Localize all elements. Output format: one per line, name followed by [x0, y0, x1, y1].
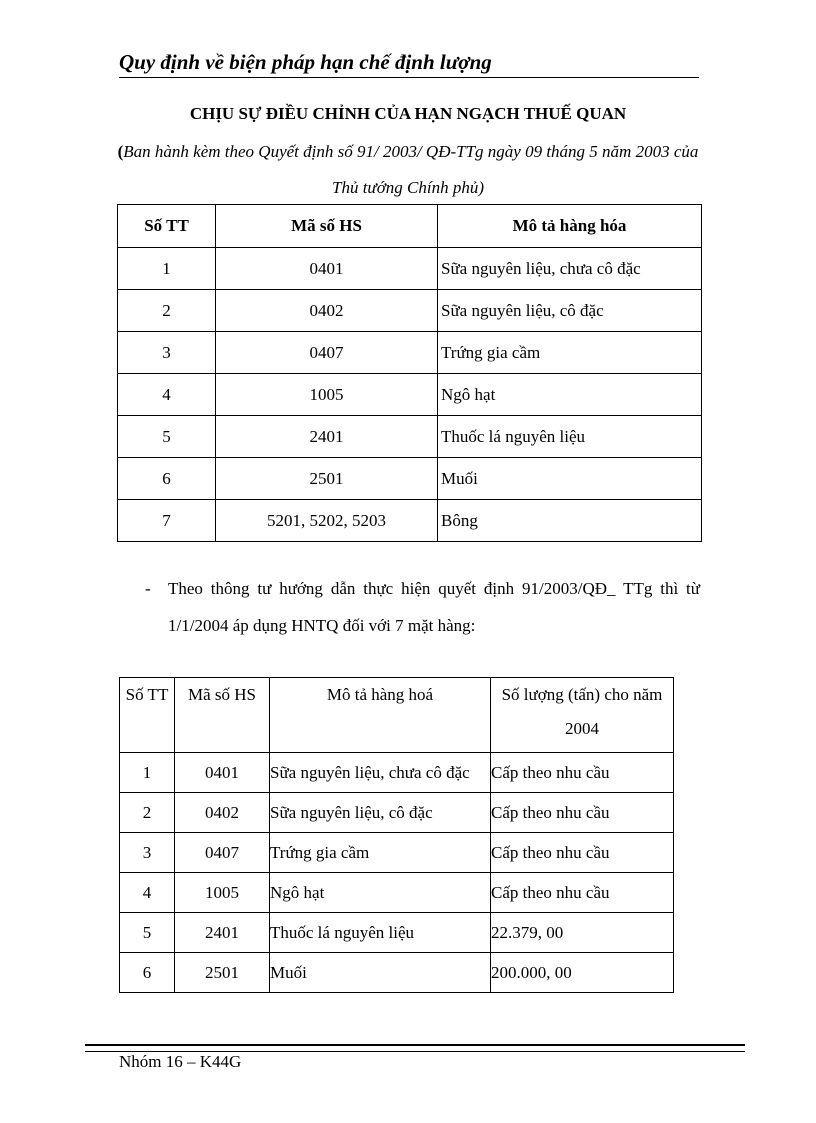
cell-stt: 2: [120, 793, 175, 833]
cell-description: Muối: [270, 953, 491, 993]
table-row: [118, 500, 702, 542]
cell-stt: 4: [118, 374, 216, 416]
cell-hs-code: 0407: [216, 332, 438, 374]
column-header-quantity: Số lượng (tấn) cho năm 2004: [491, 678, 674, 753]
table-row: [118, 458, 702, 500]
cell-description: Thuốc lá nguyên liệu: [270, 913, 491, 953]
table-row: [120, 913, 674, 953]
cell-hs-code: 0401: [175, 753, 270, 793]
cell-stt: 5: [118, 416, 216, 458]
cell-hs-code: 0402: [216, 290, 438, 332]
subtitle-paren: (: [117, 142, 124, 161]
table-row: [118, 248, 702, 290]
cell-stt: 4: [120, 873, 175, 913]
cell-description: Muối: [438, 458, 702, 500]
table-row: [118, 374, 702, 416]
note-paragraph: [145, 570, 700, 644]
cell-quantity: Cấp theo nhu cầu: [491, 793, 674, 833]
cell-description: Sữa nguyên liệu, chưa cô đặc: [438, 248, 702, 290]
cell-hs-code: 2501: [175, 953, 270, 993]
note-text: Theo thông tư hướng dẫn thực hiện quyết định 91/2003/QĐ_ TTg thì từ 1/1/2004 áp dụng HNTQ đối với 7 mặt hàng:: [168, 579, 700, 635]
cell-stt: 6: [120, 953, 175, 993]
column-header-description: Mô tả hàng hóa: [438, 205, 702, 248]
bullet-dash: -: [145, 579, 151, 598]
cell-description: Sữa nguyên liệu, cô đặc: [270, 793, 491, 833]
cell-description: Sữa nguyên liệu, chưa cô đặc: [270, 753, 491, 793]
cell-description: Trứng gia cầm: [270, 833, 491, 873]
cell-quantity: 200.000, 00: [491, 953, 674, 993]
table-row: [118, 416, 702, 458]
subtitle-text: Ban hành kèm theo Quyết định số 91/ 2003/ QĐ-TTg ngày 09 tháng 5 năm 2003 của Thủ tướng Chính phủ): [123, 142, 699, 197]
cell-description: Bông: [438, 500, 702, 542]
table-row: [120, 753, 674, 793]
cell-description: Ngô hạt: [438, 374, 702, 416]
cell-description: Thuốc lá nguyên liệu: [438, 416, 702, 458]
column-header-hs-code: Mã số HS: [175, 678, 270, 753]
cell-quantity: Cấp theo nhu cầu: [491, 753, 674, 793]
cell-hs-code: 0407: [175, 833, 270, 873]
quota-table: [119, 677, 674, 993]
table-row: [120, 953, 674, 993]
column-header-stt: Số TT: [118, 205, 216, 248]
cell-description: Ngô hạt: [270, 873, 491, 913]
cell-stt: 3: [118, 332, 216, 374]
cell-description: Sữa nguyên liệu, cô đặc: [438, 290, 702, 332]
column-header-description: Mô tả hàng hoá: [270, 678, 491, 753]
table-row: [120, 833, 674, 873]
table-header-row: [118, 205, 702, 248]
column-header-hs-code: Mã số HS: [216, 205, 438, 248]
cell-quantity: Cấp theo nhu cầu: [491, 833, 674, 873]
cell-stt: 1: [120, 753, 175, 793]
page-footer: Nhóm 16 – K44G: [119, 1052, 242, 1071]
cell-quantity: 22.379, 00: [491, 913, 674, 953]
cell-hs-code: 0402: [175, 793, 270, 833]
cell-quantity: Cấp theo nhu cầu: [491, 873, 674, 913]
cell-hs-code: 5201, 5202, 5203: [216, 500, 438, 542]
cell-stt: 2: [118, 290, 216, 332]
cell-stt: 5: [120, 913, 175, 953]
table-row: [118, 290, 702, 332]
cell-hs-code: 2501: [216, 458, 438, 500]
document-title: CHỊU SỰ ĐIỀU CHỈNH CỦA HẠN NGẠCH THUẾ QUAN: [189, 104, 627, 123]
table-row: [120, 793, 674, 833]
cell-stt: 1: [118, 248, 216, 290]
document-subtitle: [110, 134, 706, 206]
footer-divider: [85, 1044, 745, 1052]
hs-code-table: [117, 204, 702, 542]
cell-hs-code: 1005: [175, 873, 270, 913]
cell-stt: 3: [120, 833, 175, 873]
table-row: [118, 332, 702, 374]
cell-description: Trứng gia cầm: [438, 332, 702, 374]
cell-stt: 7: [118, 500, 216, 542]
table-header-row: [120, 678, 674, 753]
column-header-stt: Số TT: [120, 678, 175, 753]
cell-hs-code: 2401: [216, 416, 438, 458]
cell-hs-code: 1005: [216, 374, 438, 416]
cell-hs-code: 2401: [175, 913, 270, 953]
cell-hs-code: 0401: [216, 248, 438, 290]
table-row: [120, 873, 674, 913]
page-header: Quy định về biện pháp hạn chế định lượng: [119, 50, 699, 78]
cell-stt: 6: [118, 458, 216, 500]
